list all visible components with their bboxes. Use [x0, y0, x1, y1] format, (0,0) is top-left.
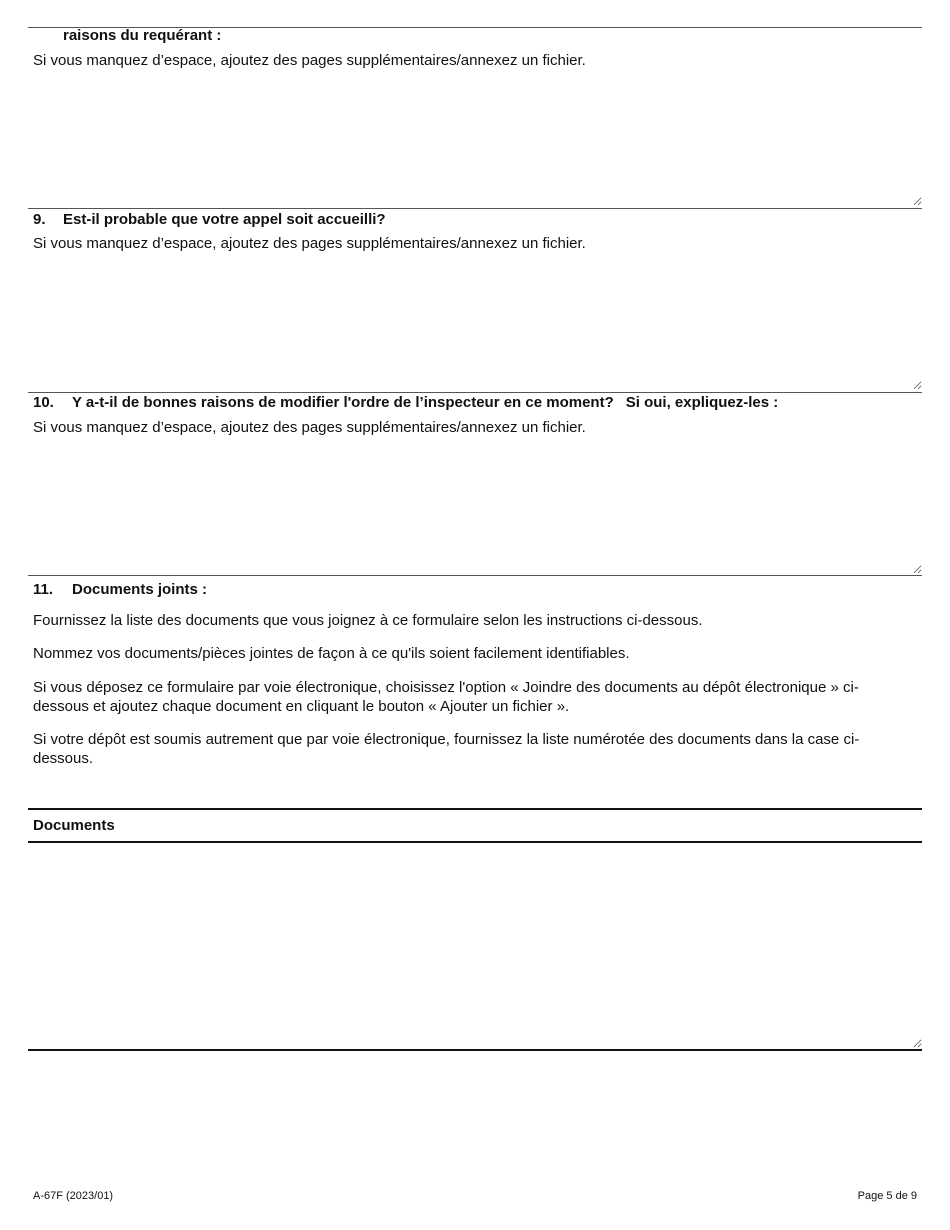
section-11-instruction-1: Fournissez la liste des documents que vous joignez à ce formulaire selon les instructions ci-dessous. — [33, 612, 703, 629]
documents-top-rule — [28, 808, 922, 810]
section-11-top-rule — [28, 575, 922, 576]
documents-bottom-rule — [28, 1049, 922, 1051]
section-11-heading — [33, 580, 207, 599]
section-8-hint: Si vous manquez d’espace, ajoutez des pages supplémentaires/annexez un fichier. — [33, 52, 586, 69]
section-9-hint: Si vous manquez d’espace, ajoutez des pages supplémentaires/annexez un fichier. — [33, 235, 586, 252]
section-8-title: raisons du requérant : — [63, 27, 222, 44]
section-8-answer-field[interactable] — [33, 74, 922, 206]
section-11-title: Documents joints : — [72, 581, 208, 598]
section-9-heading — [33, 210, 386, 229]
documents-header-rule — [28, 841, 922, 843]
page-number: Page 5 de 9 — [857, 1190, 917, 1202]
section-11-instruction-3: Si vous déposez ce formulaire par voie électronique, choisissez l'option « Joindre des documents au dépôt électronique » ci-dessous et ajoutez chaque document en cliquant le bouton « Ajouter un fichier ». — [33, 679, 859, 715]
section-11-instruction-4: Si votre dépôt est soumis autrement que par voie électronique, fournissez la liste numérotée des documents dans la case ci-dessous. — [33, 731, 860, 767]
section-10-title-suffix: Si oui, expliquez-les : — [625, 394, 779, 411]
section-9-title: Est-il probable que votre appel soit accueilli? — [63, 211, 386, 228]
documents-list-field[interactable] — [33, 846, 922, 1048]
section-10-answer-field[interactable] — [33, 442, 922, 574]
section-11-number: 11. — [33, 581, 54, 598]
form-identifier: A-67F (2023/01) — [33, 1190, 114, 1202]
section-10-hint: Si vous manquez d’espace, ajoutez des pages supplémentaires/annexez un fichier. — [33, 419, 586, 436]
section-9-number: 9. — [33, 211, 46, 228]
section-9-top-rule — [28, 208, 922, 209]
section-10-number: 10. — [33, 394, 54, 411]
section-10-heading — [33, 393, 778, 412]
documents-label: Documents — [33, 817, 115, 834]
section-10-title: Y a-t-il de bonnes raisons de modifier l'ordre de l’inspecteur en ce moment? — [72, 394, 614, 411]
section-9-answer-field[interactable] — [33, 258, 922, 390]
section-11-instruction-2: Nommez vos documents/pièces jointes de façon à ce qu'ils soient facilement identifiables. — [33, 645, 630, 662]
